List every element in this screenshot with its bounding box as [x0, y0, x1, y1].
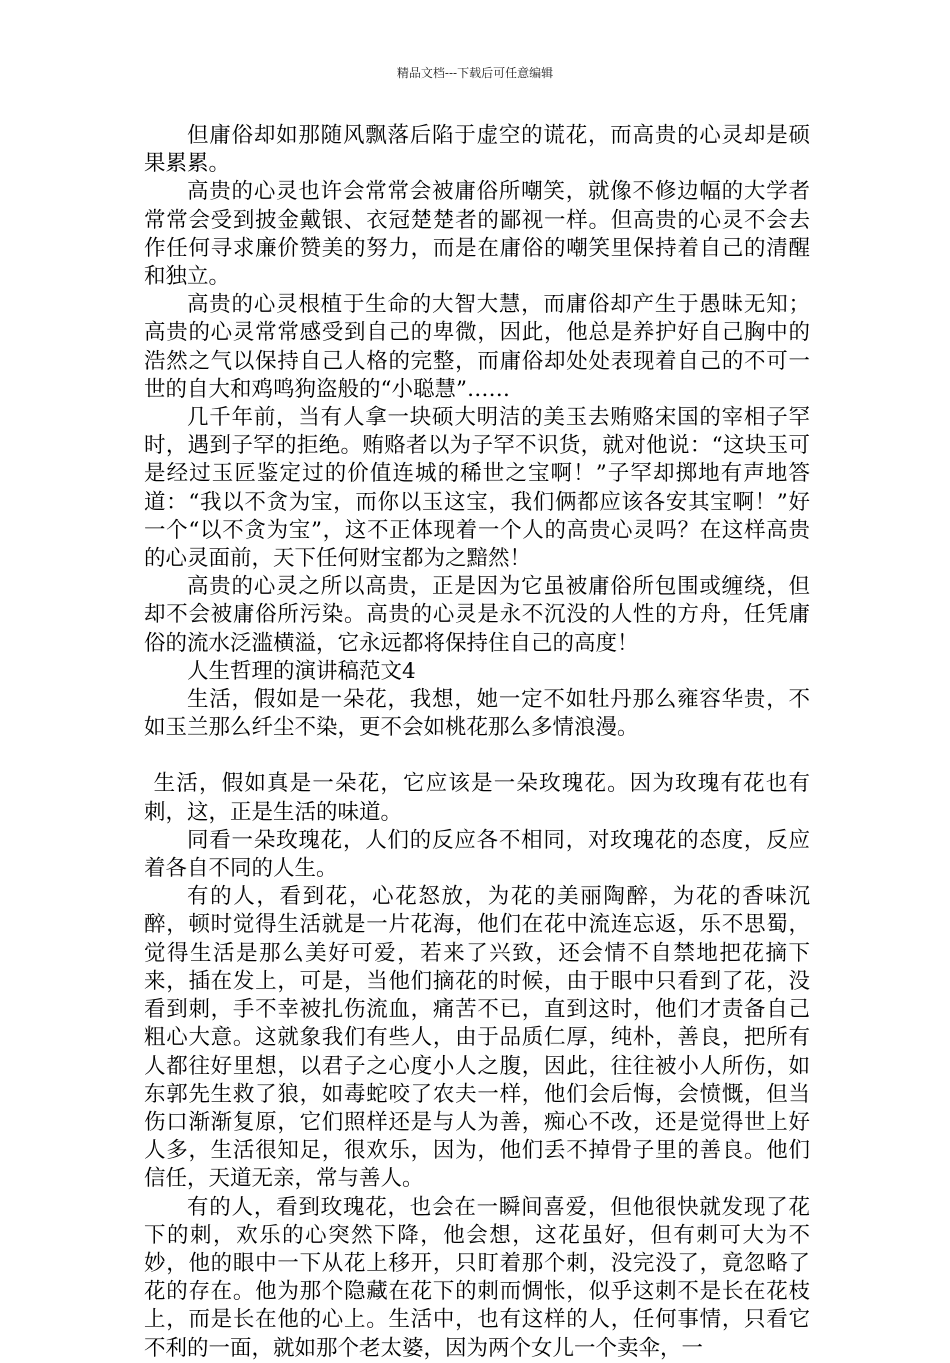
section-title: 人生哲理的演讲稿范文4: [187, 658, 416, 684]
paragraph-3: 高贵的心灵根植于生命的大智大慧，而庸俗却产生于愚昧无知；高贵的心灵常常感受到自己的卑微，因此，他总是养护好自己胸中的浩然之气以保持自己人格的完整，而庸俗却处处表现着自己的不可一世的自大和鸡鸣狗盗般的“小聪慧”……: [144, 292, 810, 402]
paragraph-11: 有的人，看到玫瑰花，也会在一瞬间喜爱，但他很快就发现了花下的刺，欢乐的心突然下降，他会想，这花虽好，但有刺可大为不妙，他的眼中一下从花上移开，只盯着那个刺，没完没了，竟忽略了花的存在。他为那个隐藏在花下的刺而惆怅，似乎这刺不是长在花枝上，而是长在他的心上。生活中，也有这样的人，任何事情，只看它不利的一面，就如那个老太婆，因为两个女儿一个卖伞，一: [144, 1194, 810, 1361]
paragraph-8: 生活，假如真是一朵花，它应该是一朵玫瑰花。因为玫瑰有花也有刺，这，正是生活的味道。: [144, 771, 810, 825]
paragraph-7: 生活，假如是一朵花，我想，她一定不如牡丹那么雍容华贵，不如玉兰那么纤尘不染，更不会如桃花那么多情浪漫。: [144, 687, 810, 741]
paragraph-5: 高贵的心灵之所以高贵，正是因为它虽被庸俗所包围或缠绕，但却不会被庸俗所污染。高贵的心灵是永不沉没的人性的方舟，任凭庸俗的流水泛滥横溢，它永远都将保持住自己的高度！: [144, 574, 810, 656]
paragraph-2: 高贵的心灵也许会常常会被庸俗所嘲笑，就像不修边幅的大学者常常会受到披金戴银、衣冠楚楚者的鄙视一样。但高贵的心灵不会去作任何寻求廉价赞美的努力，而是在庸俗的嘲笑里保持着自己的清醒和独立。: [144, 179, 810, 290]
page-header: 精品文档---下载后可任意编辑: [396, 66, 554, 80]
paragraph-10: 有的人，看到花，心花怒放，为花的美丽陶醉，为花的香味沉醉，顿时觉得生活就是一片花海，他们在花中流连忘返，乐不思蜀，觉得生活是那么美好可爱，若来了兴致，还会情不自禁地把花摘下来，插在发上，可是，当他们摘花的时候，由于眼中只看到了花，没看到刺，手不幸被扎伤流血，痛苦不已，直到这时，他们才责备自己粗心大意。这就象我们有些人，由于品质仁厚，纯朴，善良，把所有人都往好里想，以君子之心度小人之腹，因此，往往被小人所伤，如东郭先生救了狼，如毒蛇咬了农夫一样，他们会后悔，会愤慨，但当伤口渐渐复原，它们照样还是与人为善，痴心不改，还是觉得世上好人多，生活很知足，很欢乐，因为，他们丢不掉骨子里的善良。他们信任，天道无亲，常与善人。: [144, 884, 810, 1192]
paragraph-9: 同看一朵玫瑰花，人们的反应各不相同，对玫瑰花的态度，反应着各自不同的人生。: [144, 827, 810, 882]
document-body: [144, 122, 810, 1363]
blank-line: [144, 742, 810, 770]
paragraph-4: 几千年前，当有人拿一块硕大明洁的美玉去贿赂宋国的宰相子罕时，遇到子罕的拒绝。贿赂者以为子罕不识货，就对他说：“这块玉可是经过玉匠鉴定过的价值连城的稀世之宝啊！”子罕却掷地有声地答道：“我以不贪为宝，而你以玉这宝，我们俩都应该各安其宝啊！”好一个“以不贪为宝”，这不正体现着一个人的高贵心灵吗？在这样高贵的心灵面前，天下任何财宝都为之黯然！: [144, 405, 810, 572]
paragraph-1: 但庸俗却如那随风飘落后陷于虚空的谎花，而高贵的心灵却是硕果累累。: [144, 123, 810, 177]
